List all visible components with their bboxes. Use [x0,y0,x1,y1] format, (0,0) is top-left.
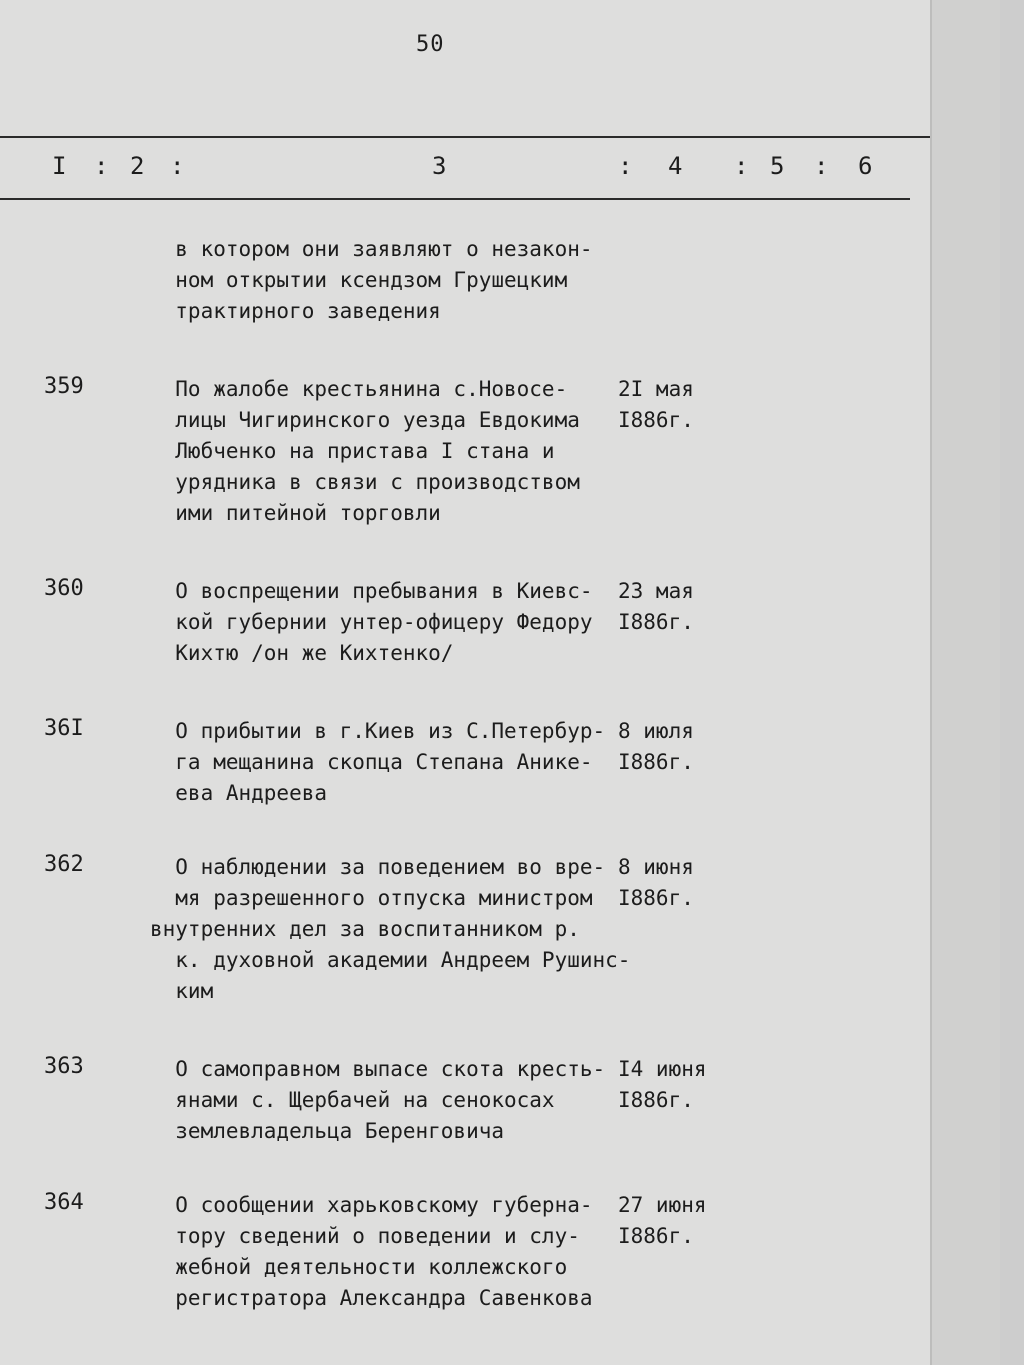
date-day-month: I4 июня [618,1057,707,1081]
entry-number: 363 [44,1054,84,1079]
date-year: I886г. [618,886,694,910]
entry-number: 364 [44,1190,84,1215]
date-year: I886г. [618,1224,694,1248]
entry-date [618,1054,707,1116]
description-line: к. духовной академии Андреем Рушинс- [150,948,631,972]
description-line: О самоправном выпасе скота кресть- [150,1057,606,1081]
entry-date [618,716,694,778]
date-year: I886г. [618,750,694,774]
description-line: О наблюдении за поведением во вре- [150,855,606,879]
description-line: жебной деятельности коллежского [150,1255,568,1279]
description-line: ном открытии ксендзом Грушецким [150,268,568,292]
column-number-1: I [52,152,67,180]
column-number-row [0,152,930,182]
continuation-description [150,234,620,327]
description-line: ева Андреева [150,781,328,805]
entry-date [618,852,694,914]
date-day-month: 23 мая [618,579,694,603]
column-separator: : [94,152,109,180]
page-number: 50 [416,32,445,57]
entry-description [150,852,631,1007]
description-line: ими питейной торговли [150,501,441,525]
description-line: в котором они заявляют о незакон- [150,237,593,261]
header-rule-top [0,136,930,138]
entry-description [150,576,620,669]
description-line: Любченко на пристава I стана и [150,439,555,463]
entry-date [618,1190,707,1252]
description-line: Кихтю /он же Кихтенко/ [150,641,454,665]
entry-description [150,1190,620,1314]
description-line: кой губернии унтер-офицеру Федору [150,610,593,634]
entry-number: 36I [44,716,84,741]
description-line: урядника в связи с производством [150,470,580,494]
description-line: землевладельца Беренговича [150,1119,505,1143]
entry-date [618,576,694,638]
date-year: I886г. [618,408,694,432]
column-number-6: 6 [858,152,873,180]
entry-number: 362 [44,852,84,877]
column-number-4: 4 [668,152,683,180]
description-line: ким [150,979,214,1003]
entry-number: 359 [44,374,84,399]
date-year: I886г. [618,610,694,634]
description-line: тору сведений о поведении и слу- [150,1224,580,1248]
column-separator: : [170,152,185,180]
description-line: О воспрещении пребывания в Киевс- [150,579,593,603]
date-year: I886г. [618,1088,694,1112]
entry-date [618,374,694,436]
date-day-month: 2I мая [618,377,694,401]
entry-description [150,1054,620,1147]
date-day-month: 8 июня [618,855,694,879]
entry-description [150,374,620,529]
description-line: По жалобе крестьянина с.Новосе- [150,377,568,401]
date-day-month: 8 июля [618,719,694,743]
description-line: лицы Чигиринского уезда Евдокима [150,408,580,432]
entry-number: 360 [44,576,84,601]
column-separator: : [814,152,829,180]
column-number-5: 5 [770,152,785,180]
description-line: мя разрешенного отпуска министром [150,886,593,910]
description-line: О сообщении харьковскому губерна- [150,1193,593,1217]
description-line: трактирного заведения [150,299,441,323]
column-separator: : [734,152,749,180]
description-line: янами с. Щербачей на сенокосах [150,1088,555,1112]
description-line: га мещанина скопца Степана Аникe- [150,750,593,774]
entry-description [150,716,620,809]
date-day-month: 27 июня [618,1193,707,1217]
next-page-edge [930,0,1000,1365]
description-line: О прибытии в г.Киев из С.Петербур- [150,719,606,743]
column-number-2: 2 [130,152,145,180]
description-line: внутренних дел за воспитанником р. [150,917,580,941]
column-number-3: 3 [432,152,447,180]
column-separator: : [618,152,633,180]
header-rule-bottom [0,198,910,200]
description-line: регистратора Александра Савенкова [150,1286,593,1310]
